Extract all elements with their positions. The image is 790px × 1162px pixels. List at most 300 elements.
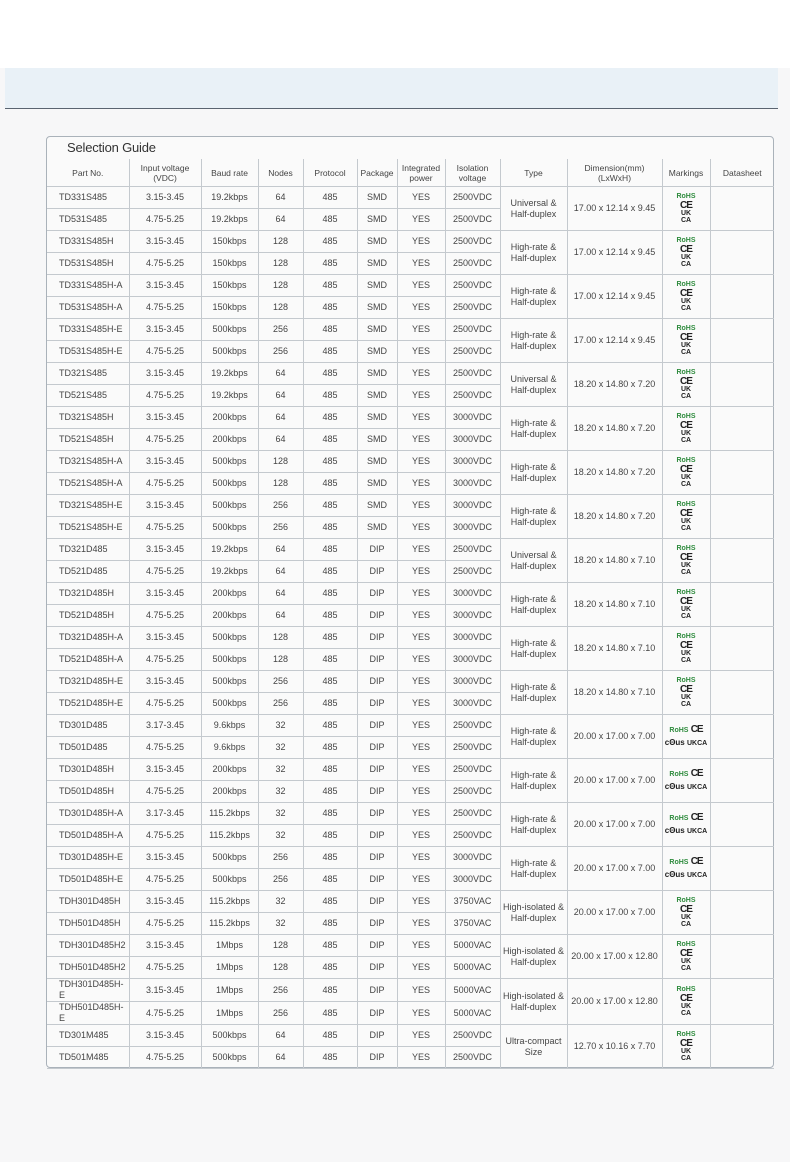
rohs-mark-icon: RoHS [676,677,696,684]
cell-dimension: 18.20 x 14.80 x 7.10 [567,627,662,671]
cell-package: SMD [357,231,397,253]
cell-isolation-voltage: 2500VDC [445,781,500,803]
cell-isolation-voltage: 3750VAC [445,913,500,935]
cell-datasheet[interactable] [710,803,774,847]
cell-type: Universal & Half-duplex [500,187,567,231]
cell-protocol: 485 [303,957,357,979]
cell-datasheet[interactable] [710,979,774,1025]
cell-markings [662,363,710,407]
markings-stack [676,896,695,928]
cell-integrated-power: YES [397,275,445,297]
cell-type: High-isolated & Half-duplex [500,979,567,1025]
cell-datasheet[interactable] [710,847,774,891]
cell-part-no: TD321D485 [47,539,129,561]
cell-input-voltage: 3.15-3.45 [129,671,201,693]
cell-integrated-power: YES [397,649,445,671]
markings-stack [676,280,695,312]
ce-mark-icon: CE [680,244,692,255]
cell-isolation-voltage: 2500VDC [445,363,500,385]
cell-markings [662,187,710,231]
cell-isolation-voltage: 3000VDC [445,869,500,891]
cell-part-no: TD321D485H [47,583,129,605]
cell-isolation-voltage: 2500VDC [445,803,500,825]
cell-protocol: 485 [303,517,357,539]
cell-baud-rate: 150kbps [201,231,258,253]
cell-datasheet[interactable] [710,583,774,627]
cell-input-voltage: 3.15-3.45 [129,847,201,869]
uk-mark-icon: UK [680,210,692,217]
markings-stack [676,500,695,532]
rohs-mark-icon: RoHS [676,457,696,464]
cell-integrated-power: YES [397,715,445,737]
header-isolation-voltage: Isolation voltage [445,159,500,187]
table-row [47,1025,774,1047]
cell-datasheet[interactable] [710,627,774,671]
cell-part-no: TD331S485 [47,187,129,209]
cell-input-voltage: 4.75-5.25 [129,869,201,891]
cell-protocol: 485 [303,605,357,627]
cell-input-voltage: 3.15-3.45 [129,627,201,649]
ca-mark-icon: CA [680,613,692,620]
cell-package: SMD [357,473,397,495]
cell-integrated-power: YES [397,957,445,979]
cell-isolation-voltage: 3000VDC [445,495,500,517]
cell-type: High-rate & Half-duplex [500,407,567,451]
rohs-mark-icon: RoHS [676,941,696,948]
cell-part-no: TD321S485H-E [47,495,129,517]
cell-integrated-power: YES [397,209,445,231]
cell-baud-rate: 1Mbps [201,979,258,1002]
ca-mark-icon: CA [697,828,708,835]
cell-isolation-voltage: 3000VDC [445,605,500,627]
cell-type: High-rate & Half-duplex [500,451,567,495]
cell-protocol: 485 [303,715,357,737]
cell-input-voltage: 4.75-5.25 [129,429,201,451]
cell-package: SMD [357,341,397,363]
rohs-mark-icon: RoHS [676,986,696,993]
table-row [47,407,774,429]
cell-isolation-voltage: 2500VDC [445,341,500,363]
cell-dimension: 18.20 x 14.80 x 7.20 [567,363,662,407]
ce-mark-icon: CE [680,464,692,475]
header-type: Type [500,159,567,187]
cell-nodes: 128 [258,231,303,253]
cell-nodes: 64 [258,187,303,209]
cell-integrated-power: YES [397,187,445,209]
markings-rows [665,812,708,837]
cell-input-voltage: 4.75-5.25 [129,825,201,847]
cell-markings [662,451,710,495]
cell-protocol: 485 [303,495,357,517]
ca-mark-icon: CA [697,872,708,879]
cell-integrated-power: YES [397,979,445,1002]
cell-isolation-voltage: 2500VDC [445,385,500,407]
cell-isolation-voltage: 3000VDC [445,627,500,649]
cell-protocol: 485 [303,319,357,341]
cell-package: DIP [357,1047,397,1069]
cell-nodes: 64 [258,385,303,407]
table-row [47,187,774,209]
cell-integrated-power: YES [397,473,445,495]
cell-protocol: 485 [303,297,357,319]
cell-integrated-power: YES [397,891,445,913]
cell-protocol: 485 [303,253,357,275]
rohs-mark-icon: RoHS [676,369,696,376]
cell-integrated-power: YES [397,583,445,605]
ca-mark-icon: CA [680,217,692,224]
cell-package: DIP [357,869,397,891]
cell-nodes: 32 [258,759,303,781]
cell-nodes: 128 [258,253,303,275]
cell-part-no: TD531S485H-A [47,297,129,319]
cell-protocol: 485 [303,1047,357,1069]
cell-part-no: TD521S485H-A [47,473,129,495]
cell-integrated-power: YES [397,737,445,759]
markings-row-bottom [665,737,708,749]
ca-mark-icon: CA [680,965,692,972]
cell-nodes: 32 [258,891,303,913]
cell-part-no: TD521D485 [47,561,129,583]
cell-isolation-voltage: 3000VDC [445,517,500,539]
page-top [0,0,790,68]
table-row [47,231,774,253]
uk-mark-icon: UK [680,914,692,921]
ce-mark-icon: CE [680,904,692,915]
cell-baud-rate: 500kbps [201,869,258,891]
ca-mark-icon: CA [697,784,708,791]
cell-dimension: 18.20 x 14.80 x 7.20 [567,407,662,451]
uk-mark-icon: UK [680,430,692,437]
cell-protocol: 485 [303,341,357,363]
rohs-mark-icon: RoHS [676,633,696,640]
cell-type: High-rate & Half-duplex [500,847,567,891]
cell-part-no: TD521D485H-A [47,649,129,671]
cell-integrated-power: YES [397,913,445,935]
ce-mark-icon: CE [680,200,692,211]
cell-nodes: 64 [258,583,303,605]
cell-isolation-voltage: 3000VDC [445,407,500,429]
cell-type: Universal & Half-duplex [500,539,567,583]
uk-mark-icon: UK [687,740,698,747]
markings-stack [676,368,695,400]
cell-isolation-voltage: 2500VDC [445,1025,500,1047]
cell-protocol: 485 [303,693,357,715]
cell-part-no: TD331S485H-A [47,275,129,297]
cell-integrated-power: YES [397,605,445,627]
table-row [47,451,774,473]
rohs-mark-icon: RoHS [676,237,696,244]
uk-mark-icon: UK [680,958,692,965]
cell-protocol: 485 [303,759,357,781]
cell-dimension: 20.00 x 17.00 x 7.00 [567,759,662,803]
ul-mark-icon: cΘus [664,826,685,835]
cell-part-no: TD501D485H-A [47,825,129,847]
ca-mark-icon: CA [680,569,692,576]
cell-protocol: 485 [303,979,357,1002]
rohs-mark-icon: RoHS [676,545,696,552]
markings-stack [676,236,695,268]
cell-nodes: 256 [258,517,303,539]
table-body [47,187,774,1069]
cell-nodes: 256 [258,693,303,715]
cell-isolation-voltage: 3000VDC [445,473,500,495]
cell-datasheet[interactable] [710,715,774,759]
cell-nodes: 256 [258,979,303,1002]
cell-integrated-power: YES [397,869,445,891]
cell-package: SMD [357,517,397,539]
cell-markings [662,891,710,935]
cell-dimension: 17.00 x 12.14 x 9.45 [567,231,662,275]
cell-package: DIP [357,979,397,1002]
cell-protocol: 485 [303,407,357,429]
cell-input-voltage: 3.15-3.45 [129,979,201,1002]
cell-isolation-voltage: 2500VDC [445,209,500,231]
uk-mark-icon: UK [680,650,692,657]
ce-mark-icon: CE [680,1038,692,1049]
ca-mark-icon: CA [680,305,692,312]
cell-datasheet[interactable] [710,1025,774,1069]
cell-baud-rate: 150kbps [201,253,258,275]
cell-input-voltage: 3.15-3.45 [129,451,201,473]
cell-dimension: 18.20 x 14.80 x 7.10 [567,539,662,583]
cell-datasheet[interactable] [710,759,774,803]
cell-integrated-power: YES [397,385,445,407]
cell-datasheet[interactable] [710,495,774,539]
cell-protocol: 485 [303,473,357,495]
rohs-mark-icon: RoHS [669,815,689,822]
table-row [47,759,774,781]
cell-baud-rate: 19.2kbps [201,561,258,583]
cell-part-no: TD501D485H-E [47,869,129,891]
ca-mark-icon: CA [680,525,692,532]
cell-baud-rate: 500kbps [201,693,258,715]
cell-nodes: 128 [258,935,303,957]
cell-dimension: 18.20 x 14.80 x 7.10 [567,671,662,715]
cell-input-voltage: 3.15-3.45 [129,759,201,781]
cell-package: SMD [357,407,397,429]
cell-part-no: TD531S485 [47,209,129,231]
cell-isolation-voltage: 2500VDC [445,825,500,847]
table-row [47,275,774,297]
cell-datasheet[interactable] [710,319,774,363]
cell-type: High-rate & Half-duplex [500,803,567,847]
ce-mark-icon: CE [680,332,692,343]
cell-nodes: 64 [258,561,303,583]
uk-mark-icon: UK [680,342,692,349]
cell-protocol: 485 [303,825,357,847]
cell-part-no: TD331S485H [47,231,129,253]
cell-part-no: TD301D485H [47,759,129,781]
cell-dimension: 18.20 x 14.80 x 7.20 [567,495,662,539]
cell-package: DIP [357,583,397,605]
cell-part-no: TD321D485H-A [47,627,129,649]
cell-markings [662,539,710,583]
cell-integrated-power: YES [397,231,445,253]
ca-mark-icon: CA [697,740,708,747]
cell-package: DIP [357,649,397,671]
cell-package: DIP [357,891,397,913]
cell-dimension: 12.70 x 10.16 x 7.70 [567,1025,662,1069]
cell-protocol: 485 [303,429,357,451]
cell-package: DIP [357,781,397,803]
cell-isolation-voltage: 5000VAC [445,979,500,1002]
cell-datasheet[interactable] [710,275,774,319]
markings-stack [676,676,695,708]
cell-nodes: 32 [258,781,303,803]
cell-markings [662,583,710,627]
cell-part-no: TD301D485H-E [47,847,129,869]
cell-part-no: TD531S485H [47,253,129,275]
cell-integrated-power: YES [397,759,445,781]
header-package: Package [357,159,397,187]
cell-integrated-power: YES [397,429,445,451]
cell-dimension: 20.00 x 17.00 x 7.00 [567,891,662,935]
cell-datasheet[interactable] [710,891,774,935]
cell-part-no: TD301D485 [47,715,129,737]
cell-input-voltage: 4.75-5.25 [129,561,201,583]
cell-datasheet[interactable] [710,671,774,715]
cell-nodes: 128 [258,957,303,979]
cell-markings [662,407,710,451]
cell-datasheet[interactable] [710,187,774,231]
cell-type: High-rate & Half-duplex [500,495,567,539]
cell-baud-rate: 500kbps [201,473,258,495]
rohs-mark-icon: RoHS [669,727,689,734]
cell-type: Ultra-compact Size [500,1025,567,1069]
cell-integrated-power: YES [397,495,445,517]
uk-mark-icon: UK [680,474,692,481]
markings-row-bottom [665,781,708,793]
rohs-mark-icon: RoHS [669,859,689,866]
rohs-mark-icon: RoHS [676,589,696,596]
cell-protocol: 485 [303,561,357,583]
cell-package: SMD [357,451,397,473]
cell-input-voltage: 3.17-3.45 [129,803,201,825]
cell-isolation-voltage: 3000VDC [445,429,500,451]
cell-baud-rate: 200kbps [201,407,258,429]
cell-datasheet[interactable] [710,407,774,451]
cell-datasheet[interactable] [710,935,774,979]
cell-input-voltage: 4.75-5.25 [129,385,201,407]
cell-protocol: 485 [303,1002,357,1025]
cell-markings [662,495,710,539]
cell-dimension: 17.00 x 12.14 x 9.45 [567,319,662,363]
cell-package: DIP [357,847,397,869]
cell-protocol: 485 [303,385,357,407]
ca-mark-icon: CA [680,349,692,356]
cell-isolation-voltage: 2500VDC [445,539,500,561]
cell-package: DIP [357,1025,397,1047]
cell-baud-rate: 115.2kbps [201,913,258,935]
cell-isolation-voltage: 3000VDC [445,671,500,693]
cell-dimension: 18.20 x 14.80 x 7.10 [567,583,662,627]
header-row [47,159,774,187]
cell-baud-rate: 19.2kbps [201,187,258,209]
uk-mark-icon: UK [680,606,692,613]
rohs-mark-icon: RoHS [676,281,696,288]
header-datasheet: Datasheet [710,159,774,187]
cell-baud-rate: 500kbps [201,319,258,341]
cell-part-no: TDH501D485H [47,913,129,935]
cell-datasheet[interactable] [710,451,774,495]
cell-baud-rate: 200kbps [201,781,258,803]
table-row [47,495,774,517]
cell-datasheet[interactable] [710,363,774,407]
uk-mark-icon: UK [687,828,698,835]
ca-mark-icon: CA [680,393,692,400]
cell-isolation-voltage: 5000VAC [445,957,500,979]
cell-package: DIP [357,803,397,825]
panel-title: Selection Guide [67,140,156,155]
markings-rows [665,856,708,881]
cell-input-voltage: 4.75-5.25 [129,913,201,935]
cell-isolation-voltage: 3000VDC [445,847,500,869]
uk-mark-icon: UK [680,562,692,569]
cell-baud-rate: 500kbps [201,451,258,473]
cell-input-voltage: 4.75-5.25 [129,341,201,363]
cell-isolation-voltage: 2500VDC [445,297,500,319]
cell-baud-rate: 150kbps [201,275,258,297]
markings-stack [676,632,695,664]
cell-nodes: 64 [258,1025,303,1047]
markings-stack [676,192,695,224]
markings-row-top [665,724,708,737]
cell-part-no: TD531S485H-E [47,341,129,363]
cell-baud-rate: 9.6kbps [201,715,258,737]
cell-baud-rate: 1Mbps [201,935,258,957]
cell-integrated-power: YES [397,363,445,385]
cell-protocol: 485 [303,275,357,297]
cell-package: SMD [357,495,397,517]
ce-mark-icon: CE [680,508,692,519]
markings-row-top [665,812,708,825]
cell-baud-rate: 115.2kbps [201,891,258,913]
table-row [47,671,774,693]
cell-isolation-voltage: 2500VDC [445,275,500,297]
cell-type: High-rate & Half-duplex [500,759,567,803]
cell-isolation-voltage: 3000VDC [445,583,500,605]
markings-row-top [665,768,708,781]
cell-type: High-rate & Half-duplex [500,671,567,715]
cell-nodes: 256 [258,869,303,891]
cell-integrated-power: YES [397,847,445,869]
cell-datasheet[interactable] [710,231,774,275]
cell-nodes: 128 [258,275,303,297]
cell-integrated-power: YES [397,825,445,847]
header-input-voltage: Input voltage (VDC) [129,159,201,187]
ca-mark-icon: CA [680,481,692,488]
cell-isolation-voltage: 5000VAC [445,1002,500,1025]
cell-part-no: TD321S485H-A [47,451,129,473]
cell-markings [662,275,710,319]
cell-input-voltage: 4.75-5.25 [129,957,201,979]
ca-mark-icon: CA [680,701,692,708]
cell-markings [662,231,710,275]
cell-protocol: 485 [303,539,357,561]
cell-baud-rate: 19.2kbps [201,539,258,561]
ce-mark-icon: CE [680,596,692,607]
cell-protocol: 485 [303,737,357,759]
cell-integrated-power: YES [397,297,445,319]
cell-integrated-power: YES [397,451,445,473]
cell-integrated-power: YES [397,935,445,957]
cell-datasheet[interactable] [710,539,774,583]
cell-package: DIP [357,737,397,759]
cell-markings [662,319,710,363]
cell-part-no: TD521D485H [47,605,129,627]
cell-baud-rate: 500kbps [201,649,258,671]
cell-input-voltage: 4.75-5.25 [129,737,201,759]
